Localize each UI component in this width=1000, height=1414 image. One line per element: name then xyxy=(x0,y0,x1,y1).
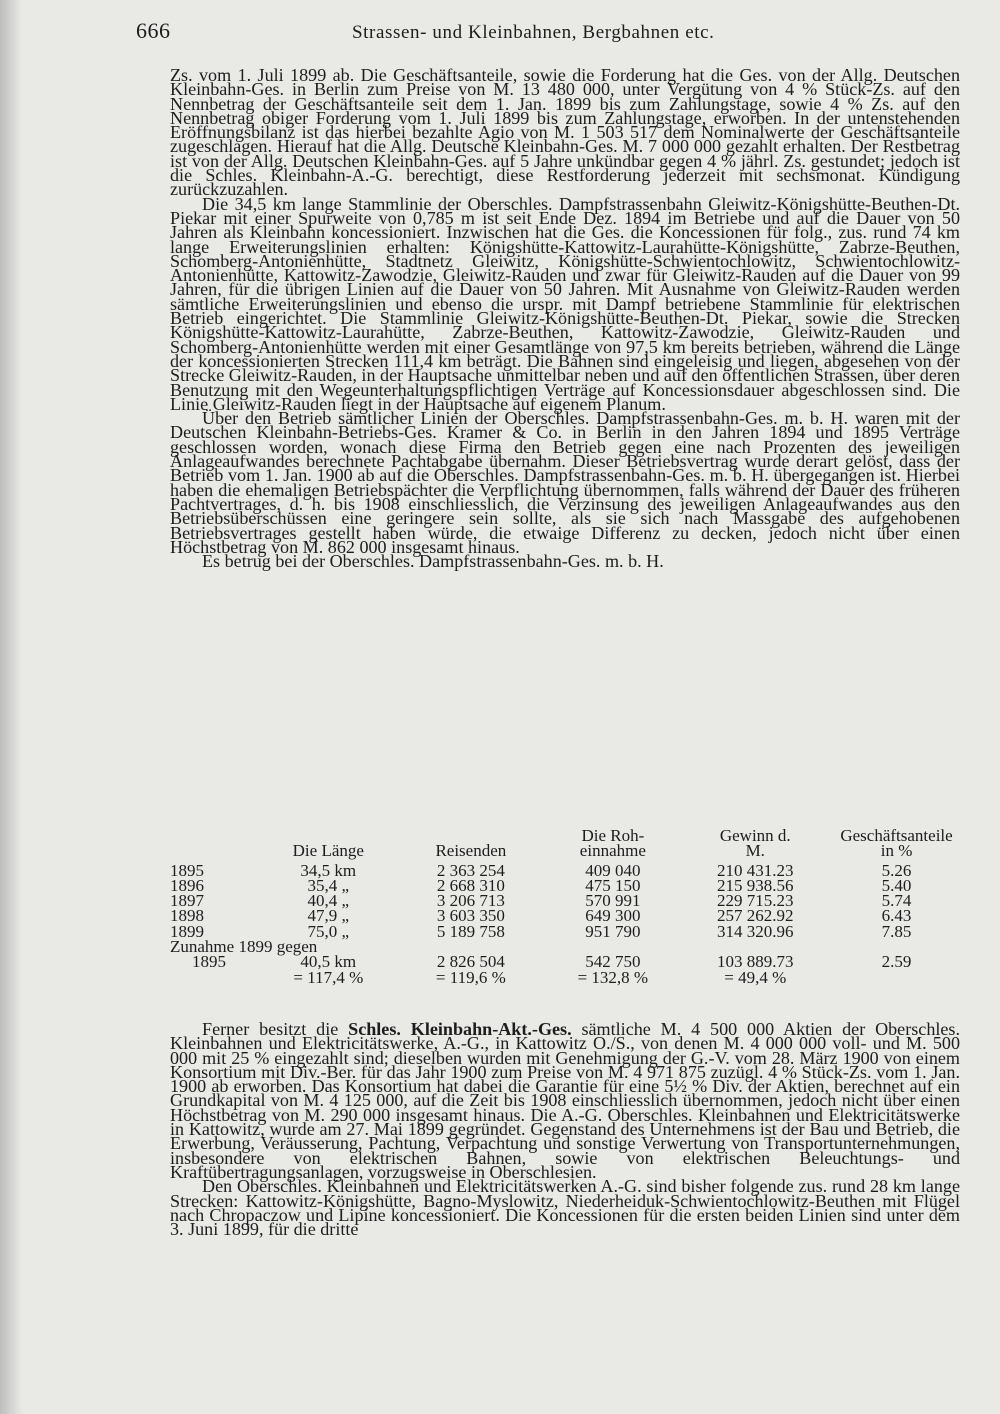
paragraph: Den Oberschles. Kleinbahnen und Elektricitätswerken A.-G. sind bisher folgende zus. rund 28 km lange Strecken: Kattowitz-Königshütte, Bagno-Myslowitz, Niederheiduk-Schwientochlowitz-Beuthen mit Flügel nach Chropaczow und Lipine koncessioniert. Die Koncessionen für die ersten beiden Linien sind unter dem 3. Juni 1899, für die dritte xyxy=(170,1176,960,1240)
column-header xyxy=(170,828,263,863)
table-cell: 314 320.96 xyxy=(717,921,794,941)
paragraph: Die 34,5 km lange Stammlinie der Oberschles. Dampfstrassenbahn Gleiwitz-Königshütte-Beuthen-Dt. Piekar mit einer Spurweite von 0,785 m ist seit Ende Dez. 1894 im Betriebe und auf die Dauer von 50 Jahren als Kleinbahn koncessioniert. Inzwischen hat die Ges. die Koncessionen für folg., zus. rund 74 km lange Erweiterungslinien erhalten: Königshütte-Kattowitz-Laurahütte-Königshütte, Zabrze-Beuthen, Schomberg-Antonienhütte, Stadtnetz Gleiwitz, Königshütte-Schwientochlowitz, Schwientochlowitz-Antonienhütte, Kattowitz-Zawodzie, Gleiwitz-Rauden und zwar für Gleiwitz-Rauden auf die Dauer von 99 Jahren, für die übrigen Linien auf die Dauer von 50 Jahren. Mit Ausnahme von Gleiwitz-Rauden werden sämtliche Erweiterungslinien und ebenso die urspr. mit Dampf betriebene Stammlinie für elektrischen Betrieb eingerichtet. Die Stammlinie Gleiwitz-Königshütte-Beuthen-Dt. Piekar, sowie die Strecken Königshütte-Kattowitz-Laurahütte, Zabrze-Beuthen, Kattowitz-Zawodzie, Gleiwitz-Rauden und Schomberg-Antonienhütte werden mit einer Gesamtlänge von 97,5 km bereits betrieben, während die Länge der koncessionierten Strecken 111,4 km beträgt. Die Bahnen sind eingeleisig und liegen, abgesehen von der Strecke Gleiwitz-Rauden, in der Hauptsache unmittelbar neben und auf den öffentlichen Strassen, über deren Benutzung mit den Wegeunterhaltungspflichtigen Verträge auf Koncessionsdauer abgeschlossen sind. Die Linie Gleiwitz-Rauden liegt in der Hauptsache auf eigenem Planum. xyxy=(170,193,960,414)
document-page xyxy=(100,0,970,1414)
table-cell: 3 603 350 xyxy=(436,906,505,926)
page-number: 666 xyxy=(136,18,171,43)
table-cell: 649 300 xyxy=(585,906,641,926)
table-cell: 40,5 km xyxy=(300,952,357,972)
table-row xyxy=(170,878,960,893)
table-row-increase-pct xyxy=(170,970,960,985)
table-cell: 5.74 xyxy=(881,891,912,911)
table-cell: 5.40 xyxy=(881,875,912,895)
table-cell: 542 750 xyxy=(585,952,641,972)
column-header: Geschäftsanteile in % xyxy=(840,826,953,861)
table-row-increase-label xyxy=(170,939,960,954)
page-header xyxy=(136,18,970,48)
column-header: Gewinn d. M. xyxy=(719,826,791,861)
table-cell: 6.43 xyxy=(881,906,912,926)
table-cell: = 132,8 % xyxy=(577,967,649,987)
table-cell: 257 262.92 xyxy=(717,906,794,926)
table-cell: 210 431.23 xyxy=(717,860,794,880)
table-cell: 1897 xyxy=(170,891,204,911)
paragraph-lead: Ferner besitzt die xyxy=(202,1019,349,1039)
table-cell: 40,4 „ xyxy=(307,891,350,911)
table-cell: 1895 xyxy=(170,860,204,880)
paragraph: Über den Betrieb sämtlicher Linien der Oberschles. Dampfstrassenbahn-Ges. m. b. H. waren mit der Deutschen Kleinbahn-Betriebs-Ges. Kramer & Co. in Berlin in den Jahren 1894 und 1895 Verträge geschlossen worden, wonach diese Firma den Betrieb gegen eine nach Prozenten des jeweiligen Anlageaufwandes berechnete Pachtabgabe übernahm. Dieser Betriebsvertrag wurde derart gelöst, dass der Betrieb vom 1. Jan. 1900 ab auf die Oberschles. Dampfstrassenbahn-Ges. m. b. H. übergegangen ist. Hierbei haben die ehemaligen Betriebspächter die Verpflichtung übernommen, falls während der Dauer des früheren Pachtvertrages, d. h. bis 1908 einschliesslich, die Verzinsung des jeweiligen Anlageaufwandes aus den Betriebsüberschüssen eine geringere sein sollte, als sie sich nach Massgabe des aufgehobenen Betriebsvertrages gestellt haben würde, die etwaige Differenz zu decken, jedoch nicht über einen Höchstbetrag von M. 862 000 insgesamt hinaus. xyxy=(170,408,960,557)
company-name: Schles. Kleinbahn-Akt.-Ges. xyxy=(348,1019,572,1039)
table-cell: 2 826 504 xyxy=(436,952,505,972)
scan-shadow-edge xyxy=(0,0,22,1414)
table-row xyxy=(170,908,960,923)
table-cell: 1895 xyxy=(192,952,226,972)
table-cell: 1899 xyxy=(170,921,204,941)
table-cell: 475 150 xyxy=(585,875,641,895)
table-cell: 409 040 xyxy=(585,860,641,880)
body-text-bottom xyxy=(170,1019,960,1240)
table-cell: 7.85 xyxy=(881,921,912,941)
table-cell: 570 991 xyxy=(585,891,641,911)
table-row-increase xyxy=(170,954,960,969)
body-text-top xyxy=(170,65,960,572)
table-cell: 215 938.56 xyxy=(717,875,794,895)
table-cell: 5 189 758 xyxy=(436,921,505,941)
table-cell: 47,9 „ xyxy=(307,906,350,926)
table-cell: = 117,4 % xyxy=(293,967,364,987)
table-cell: 951 790 xyxy=(585,921,641,941)
table-cell: 5.26 xyxy=(881,860,912,880)
running-head: Strassen- und Kleinbahnen, Bergbahnen etc. xyxy=(352,22,715,43)
table-cell: 35,4 „ xyxy=(307,875,350,895)
column-header: Die Roh- einnahme xyxy=(579,826,646,861)
statistics-table xyxy=(170,828,960,985)
table-cell: 229 715.23 xyxy=(717,891,794,911)
column-header: Reisenden xyxy=(435,841,507,861)
paragraph xyxy=(170,1019,960,1182)
table-cell: Zunahme 1899 gegen xyxy=(170,937,318,957)
table-row xyxy=(170,893,960,908)
table-cell: 103 889.73 xyxy=(717,952,794,972)
table-cell: 1898 xyxy=(170,906,204,926)
table-cell: 1896 xyxy=(170,875,204,895)
table-cell: = 119,6 % xyxy=(435,967,506,987)
table-cell: 2.59 xyxy=(881,952,912,972)
table-cell: = 49,4 % xyxy=(724,967,787,987)
paragraph: Es betrug bei der Oberschles. Dampfstrassenbahn-Ges. m. b. H. xyxy=(202,551,664,572)
paragraph-text: sämtliche M. 4 500 000 Aktien der Oberschles. Kleinbahnen und Elektricitätswerke, A.-G., in Kattowitz O./S., von denen M. 4 000 000 voll- und M. 500 000 mit 25 % eingezahlt sind; dieselben wurden mit Genehmigung der G.-V. vom 28. März 1900 von einem Konsortium mit Div.-Ber. für das Jahr 1900 zum Preise von M. 4 971 875 zuzügl. 4 % Stück-Zs. vom 1. Jan. 1900 ab erworben. Das Konsortium hat dabei die Garantie für eine 5½ % Div. der Aktien, berechnet auf ein Grundkapital von M. 4 125 000, auf die Zeit bis 1908 einschliesslich übernommen, jedoch nicht über einen Höchstbetrag von M. 290 000 insgesamt hinaus. Die A.-G. Oberschles. Kleinbahnen und Elektricitätswerke in Kattowitz, wurde am 27. Mai 1899 gegründet. Gegenstand des Unternehmens ist der Bau und Betrieb, die Erwerbung, Veräusserung, Pachtung, Verpachtung und sonstige Verwertung von Transportunternehmungen, insbesondere von elektrischen Bahnen, sowie von elektrischen Beleuchtungs- und Kraftübertragungsanlagen, vorzugsweise in Oberschlesien. xyxy=(170,1019,960,1182)
table-cell: 3 206 713 xyxy=(436,891,505,911)
column-header: Die Länge xyxy=(292,841,364,861)
table-cell: 75,0 „ xyxy=(307,921,350,941)
paragraph: Zs. vom 1. Juli 1899 ab. Die Geschäftsanteile, sowie die Forderung hat die Ges. von der Allg. Deutschen Kleinbahn-Ges. in Berlin zum Preise von M. 13 480 000, unter Vergütung von 4 % Stück-Zs. auf den Nennbetrag der Geschäftsanteile seit dem 1. Jan. 1899 bis zum Zahlungstage, sowie 4 % Zs. auf den Nennbetrag obiger Forderung vom 1. Juli 1899 bis zum Zahlungstage, erworben. In der untenstehenden Eröffnungsbilanz ist das hierbei bezahlte Agio von M. 1 503 517 dem Nominalwerte der Geschäftsanteile zugeschlagen. Hierauf hat die Allg. Deutsche Kleinbahn-Ges. M. 7 000 000 gezahlt erhalten. Der Restbetrag ist von der Allg. Deutschen Kleinbahn-Ges. auf 5 Jahre unkündbar gegen 4 % jährl. Zs. gestundet; jedoch ist die Schles. Kleinbahn-A.-G. berechtigt, diese Restforderung jederzeit mit sechsmonat. Kündigung zurückzuzahlen. xyxy=(170,65,960,200)
table-cell: 2 363 254 xyxy=(436,860,505,880)
table-cell: 34,5 km xyxy=(300,860,357,880)
table-cell: 2 668 310 xyxy=(436,875,505,895)
table-header-row xyxy=(170,828,960,863)
table-row xyxy=(170,863,960,878)
